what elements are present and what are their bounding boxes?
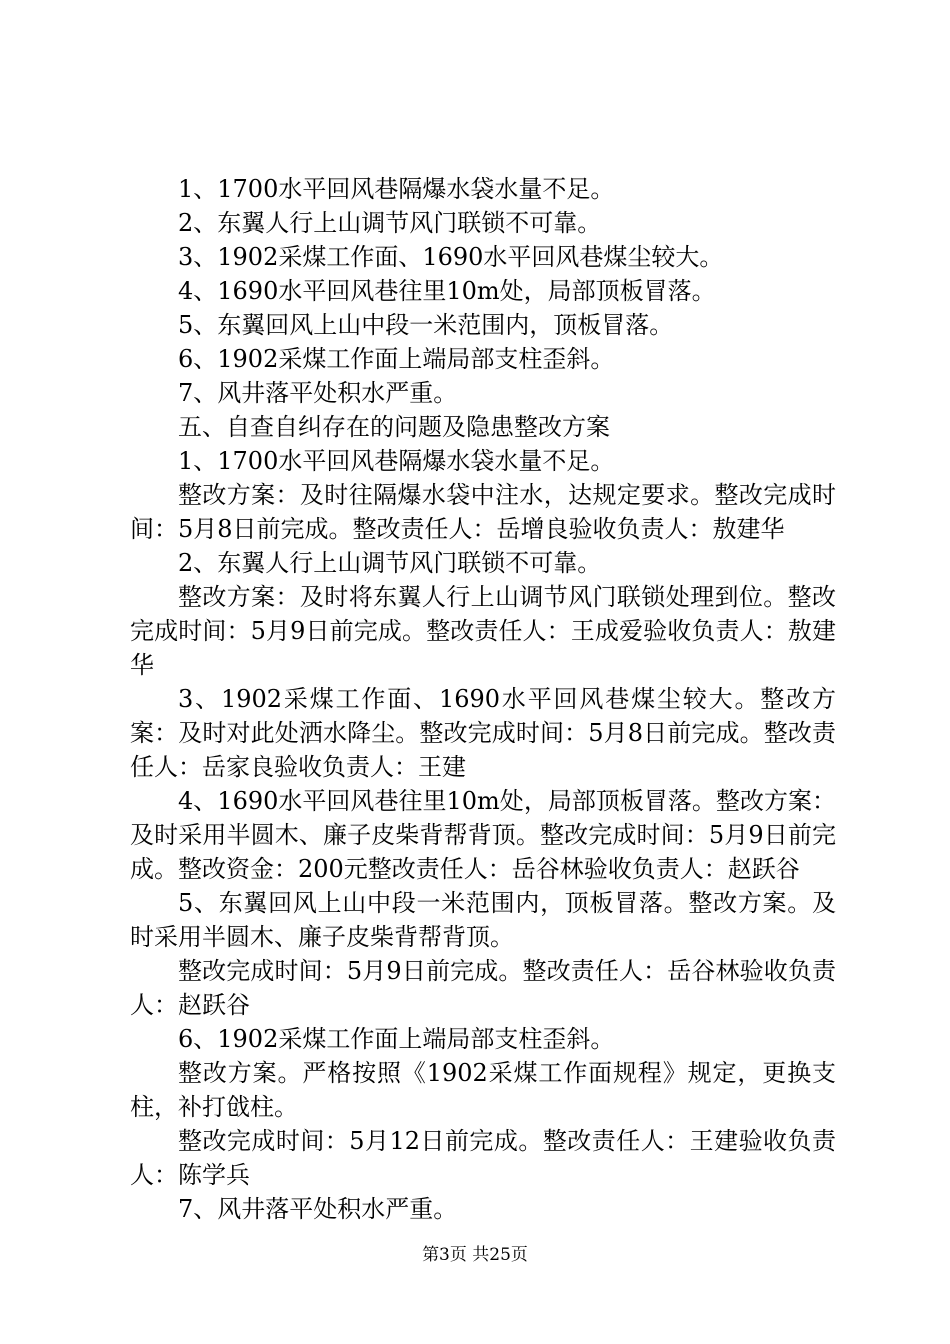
paragraph: 整改方案：及时将东翼人行上山调节风门联锁处理到位。整改完成时间：5月9日前完成。整改责任人：王成爱验收负责人：敖建华 bbox=[130, 583, 836, 679]
paragraph: 7、风井落平处积水严重。 bbox=[178, 1195, 458, 1223]
document-body bbox=[130, 172, 836, 1226]
paragraph: 6、1902采煤工作面上端局部支柱歪斜。 bbox=[178, 345, 615, 373]
paragraph: 6、1902采煤工作面上端局部支柱歪斜。 bbox=[178, 1025, 615, 1053]
paragraph: 5、东翼回风上山中段一米范围内，顶板冒落。整改方案。及时采用半圆木、廉子皮柴背帮背顶。 bbox=[130, 889, 836, 951]
section-heading: 五、自查自纠存在的问题及隐患整改方案 bbox=[178, 413, 610, 441]
paragraph: 整改方案：及时往隔爆水袋中注水，达规定要求。整改完成时间：5月8日前完成。整改责任人：岳增良验收负责人：敖建华 bbox=[130, 481, 836, 543]
paragraph: 4、1690水平回风巷往里10m处，局部顶板冒落。 bbox=[178, 277, 716, 305]
paragraph: 整改完成时间：5月9日前完成。整改责任人：岳谷林验收负责人：赵跃谷 bbox=[130, 957, 836, 1019]
paragraph: 5、东翼回风上山中段一米范围内，顶板冒落。 bbox=[178, 311, 674, 339]
paragraph: 3、1902采煤工作面、1690水平回风巷煤尘较大。整改方案：及时对此处洒水降尘。整改完成时间：5月8日前完成。整改责任人：岳家良验收负责人：王建 bbox=[130, 685, 836, 781]
paragraph: 7、风井落平处积水严重。 bbox=[178, 379, 458, 407]
paragraph: 2、东翼人行上山调节风门联锁不可靠。 bbox=[178, 209, 602, 237]
paragraph: 整改方案。严格按照《1902采煤工作面规程》规定，更换支柱，补打戗柱。 bbox=[130, 1059, 836, 1121]
paragraph: 1、1700水平回风巷隔爆水袋水量不足。 bbox=[178, 447, 615, 475]
paragraph: 4、1690水平回风巷往里10m处，局部顶板冒落。整改方案：及时采用半圆木、廉子皮柴背帮背顶。整改完成时间：5月9日前完成。整改资金：200元整改责任人：岳谷林验收负责人：赵跃谷 bbox=[130, 787, 836, 883]
page-number-footer: 第3页 共25页 bbox=[422, 1245, 528, 1265]
paragraph: 整改完成时间：5月12日前完成。整改责任人：王建验收负责人：陈学兵 bbox=[130, 1127, 836, 1189]
paragraph: 2、东翼人行上山调节风门联锁不可靠。 bbox=[178, 549, 602, 577]
paragraph: 3、1902采煤工作面、1690水平回风巷煤尘较大。 bbox=[178, 243, 724, 271]
paragraph: 1、1700水平回风巷隔爆水袋水量不足。 bbox=[178, 175, 615, 203]
